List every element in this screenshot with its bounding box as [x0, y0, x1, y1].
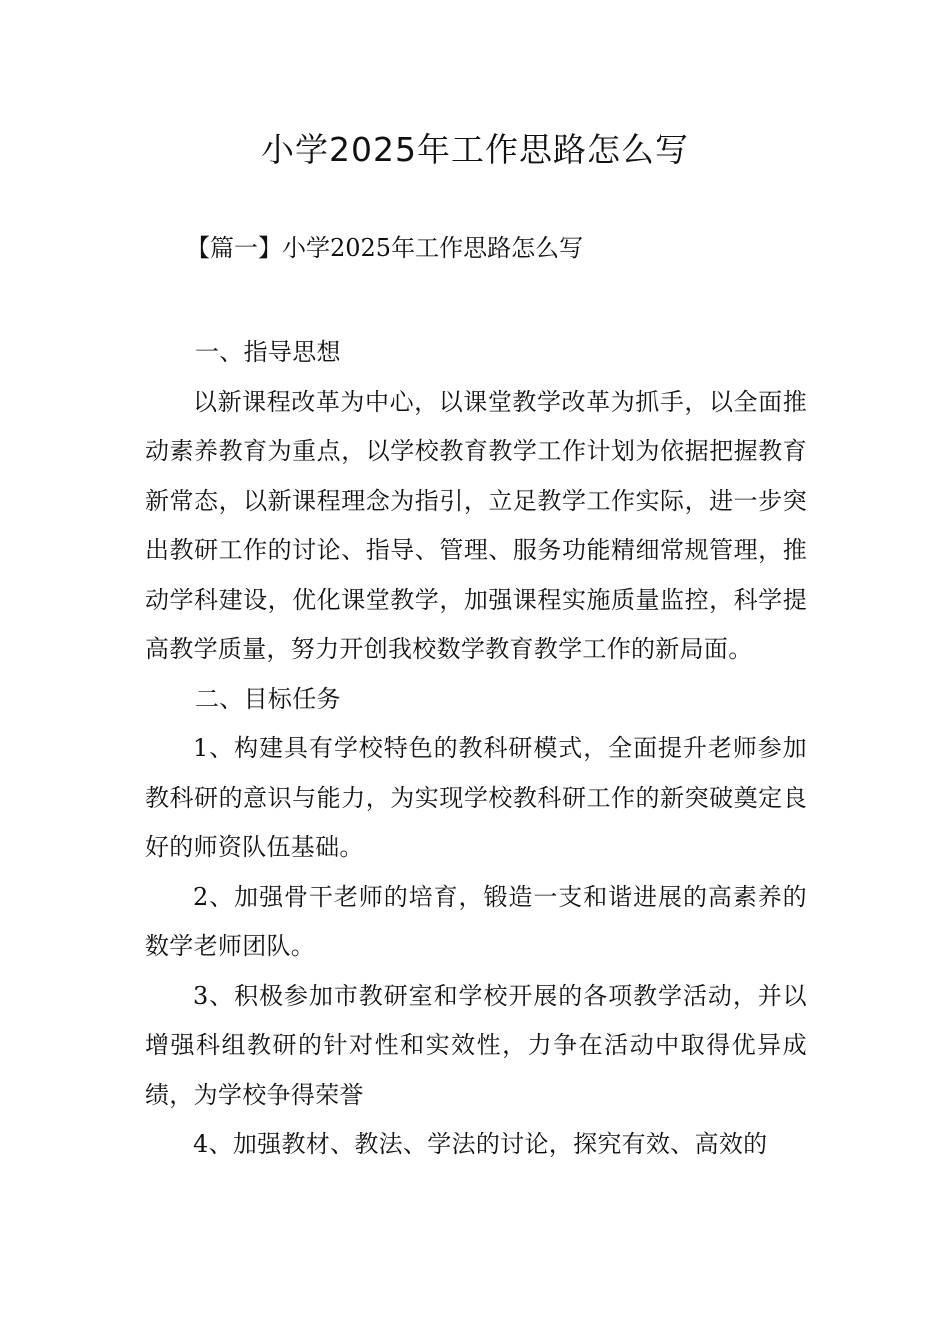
paragraph-goal-4: 4、加强教材、教法、学法的讨论，探究有效、高效的 — [193, 1130, 768, 1158]
document-title: 小学2025年工作思路怎么写 — [261, 130, 689, 169]
section-subtitle: 【篇一】小学2025年工作思路怎么写 — [186, 234, 584, 262]
heading-guiding-ideology: 一、指导思想 — [195, 338, 341, 366]
document-body — [145, 328, 807, 1170]
paragraph-goal-1: 1、构建具有学校特色的教科研模式，全面提升老师参加教科研的意识与能力，为实现学校教科研工作的新突破奠定良好的师资队伍基础。 — [145, 734, 807, 861]
heading-goals-tasks: 二、目标任务 — [195, 684, 341, 713]
paragraph-guiding-ideology: 以新课程改革为中心，以课堂教学改革为抓手，以全面推动素养教育为重点，以学校教育教学工作计划为依据把握教育新常态，以新课程理念为指引，立足教学工作实际，进一步突出教研工作的讨论、指导、管理、服务功能精细常规管理，推动学科建设，优化课堂教学，加强课程实施质量监控，科学提高教学质量，努力开创我校数学教育教学工作的新局面。 — [145, 387, 807, 663]
paragraph-goal-2: 2、加强骨干老师的培育，锻造一支和谐进展的高素养的数学老师团队。 — [145, 882, 807, 960]
paragraph-goal-3: 3、积极参加市教研室和学校开展的各项教学活动，并以增强科组教研的针对性和实效性，力争在活动中取得优异成绩，为学校争得荣誉 — [145, 981, 807, 1109]
